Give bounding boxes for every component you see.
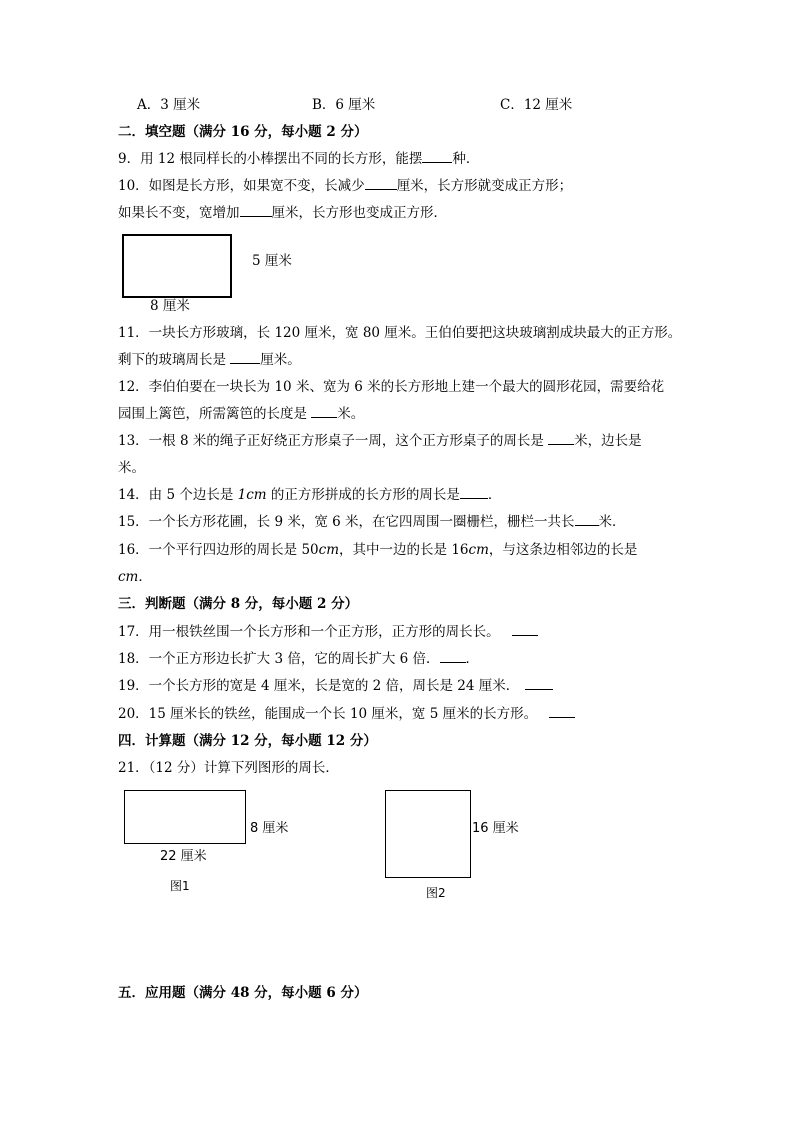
q17-text: 17．用一根铁丝围一个长方形和一个正方形，正方形的周长长。 (118, 624, 500, 640)
q10-width-label: 5 厘米 (252, 253, 292, 269)
q21-fig1-bottom-label: 22 厘米 (160, 849, 207, 864)
choice-a: A．3 厘米 (137, 97, 201, 113)
q16-text: 16．一个平行四边形的周长是 50 (118, 542, 319, 558)
question-11-line1: 11．一块长方形玻璃，长 120 厘米，宽 80 厘米。王伯伯要把这块玻璃割成块最大的正方形。 (118, 325, 682, 341)
answer-blank[interactable] (575, 513, 599, 526)
question-17 (118, 623, 538, 641)
q13-text: 13．一根 8 米的绳子正好绕正方形桌子一周，这个正方形桌子的周长是 (118, 433, 549, 449)
q21-figure-1-rectangle (124, 790, 246, 844)
answer-blank[interactable] (311, 405, 337, 418)
q21-fig1-caption: 图1 (170, 879, 190, 893)
q12-text: 园围上篱笆，所需篱笆的长度是 (118, 406, 312, 422)
q9-text: 9．用 12 根同样长的小棒摆出不同的长方形，能摆 (118, 151, 423, 167)
q11-suffix: 厘米。 (260, 352, 301, 368)
q18-suffix: ． (465, 651, 480, 667)
q15-text: 15．一个长方形花圃，长 9 米，宽 6 米，在它四周围一圈栅栏，栅栏一共长 (118, 514, 575, 530)
q14-suffix: ． (487, 487, 502, 503)
question-20 (118, 705, 575, 723)
q20-text: 20．15 厘米长的铁丝，能围成一个长 10 厘米，宽 5 厘米的长方形。 (118, 706, 538, 722)
q14-text: 14．由 5 个边长是 (118, 487, 238, 503)
q10-text: 10．如图是长方形，如果宽不变，长减少 (118, 178, 365, 194)
answer-blank[interactable] (240, 204, 272, 217)
answer-blank[interactable] (525, 677, 553, 690)
q14-unit: 1cm (237, 487, 267, 503)
q14-text-cont: 的正方形拼成的长方形的周长是 (266, 487, 460, 503)
q21-fig2-side-label: 16 厘米 (472, 821, 519, 836)
answer-blank[interactable] (549, 705, 575, 718)
q16-unit-2: cm (468, 542, 489, 558)
q16-unit-3: cm (118, 569, 139, 585)
q15-suffix: 米． (598, 514, 626, 530)
answer-blank[interactable] (365, 177, 397, 190)
answer-blank[interactable] (548, 432, 574, 445)
q21-fig2-caption: 图2 (426, 886, 446, 900)
answer-blank[interactable] (422, 150, 452, 163)
question-18 (118, 650, 479, 668)
question-10-line1 (118, 177, 572, 195)
question-13-line1 (118, 432, 642, 450)
q10-text-2-cont: 厘米，长方形也变成正方形． (271, 205, 447, 221)
question-21: 21．（12 分）计算下列图形的周长． (118, 760, 339, 776)
section-fill-heading: 二．填空题（满分 16 分，每小题 2 分） (118, 124, 368, 140)
q16-text-mid: ，其中一边的长是 16 (339, 542, 469, 558)
q10-text-2: 如果长不变，宽增加 (118, 205, 240, 221)
answer-blank[interactable] (460, 486, 488, 499)
section-calc-heading: 四．计算题（满分 12 分，每小题 12 分） (118, 733, 377, 749)
q10-rectangle-figure (122, 234, 232, 298)
q10-length-label: 8 厘米 (150, 298, 190, 314)
question-12-line1: 12．李伯伯要在一块长为 10 米、宽为 6 米的长方形地上建一个最大的圆形花园，需要给花 (118, 379, 665, 395)
section-judge-heading: 三．判断题（满分 8 分，每小题 2 分） (118, 596, 359, 612)
q16-unit-1: cm (318, 542, 340, 558)
q16-suffix: ． (138, 569, 152, 585)
q19-text: 19．一个长方形的宽是 4 厘米，长是宽的 2 倍，周长是 24 厘米． (118, 678, 520, 694)
q12-suffix: 米。 (337, 406, 365, 422)
question-19 (118, 677, 553, 695)
question-12-line2 (118, 405, 364, 423)
section-apply-heading: 五．应用题（满分 48 分，每小题 6 分） (118, 985, 368, 1001)
q18-text: 18．一个正方形边长扩大 3 倍，它的周长扩大 6 倍． (118, 651, 440, 667)
q10-text-cont: 厘米，长方形就变成正方形； (396, 178, 573, 194)
q9-suffix: 种． (452, 151, 480, 167)
question-10-line2 (118, 204, 447, 222)
answer-blank[interactable] (230, 351, 260, 364)
question-9 (118, 150, 479, 168)
question-15 (118, 513, 626, 531)
question-16-line1 (118, 541, 637, 559)
answer-blank[interactable] (512, 623, 538, 636)
question-11-line2 (118, 351, 301, 369)
q21-figure-2-square (385, 790, 471, 878)
choice-b: B．6 厘米 (312, 97, 376, 113)
choice-c: C．12 厘米 (500, 97, 573, 113)
question-16-line2 (118, 568, 152, 586)
q16-text-end: ，与这条边相邻边的长是 (488, 542, 638, 558)
q21-fig1-side-label: 8 厘米 (250, 821, 289, 836)
question-14 (118, 486, 501, 504)
answer-blank[interactable] (440, 650, 466, 663)
q11-text: 剩下的玻璃周长是 (118, 352, 231, 368)
q13-text-cont: 米，边长是 (574, 433, 642, 449)
question-13-line2: 米。 (118, 460, 145, 476)
